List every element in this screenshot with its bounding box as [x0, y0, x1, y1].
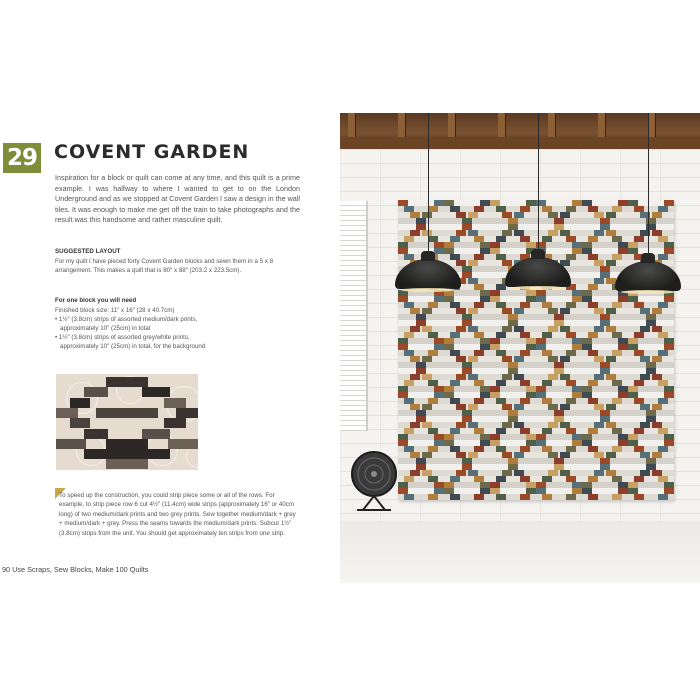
wooden-ceiling [340, 113, 700, 149]
page-footer: 90 Use Scraps, Sew Blocks, Make 100 Quilts [2, 565, 149, 574]
list-item: Finished block size: 11" x 16" (28 x 40.7cm) [55, 307, 175, 314]
floor-fan-icon [343, 450, 405, 512]
block-requirements-list [55, 306, 295, 351]
tip-paragraph: To speed up the construction, you could strip piece some or all of the rows. For example, to strip piece row 6 cut 4½" (11.4cm) wide strips (approximately 16" or 40cm long) of two medium/dark prints and two grey prints. Sew together medium/dark + grey + medium/dark + grey. Press the seams towards the medium/dark prints. Subcut 1½" (3.8cm) strips from the unit. You should get approximately ten strips from one strip. [59, 492, 296, 537]
quilt [398, 200, 674, 500]
lamp-cord [648, 113, 649, 255]
suggested-layout-heading: SUGGESTED LAYOUT [55, 248, 121, 255]
quilt-block-diagram [56, 374, 198, 470]
floor [340, 521, 700, 583]
lamp-cord [538, 113, 539, 251]
lamp-cord [428, 113, 429, 253]
list-item: approximately 10" (25cm) in total [60, 325, 151, 332]
list-item: approximately 10" (25cm) in total, for the background [60, 343, 206, 350]
list-item: • 1½" (3.8cm) strips of assorted medium/dark prints, [55, 316, 198, 323]
quilt-hanging-photo [340, 113, 700, 583]
chapter-number-badge: 29 [3, 143, 41, 173]
left-page [0, 0, 340, 700]
window-shutter [340, 201, 368, 431]
suggested-layout-text: For my quilt I have pieced forty Covent Garden blocks and sewn them in a 5 x 8 arrangement. This makes a quilt that is 80" x 88" (203.2 x 223.5cm). [55, 258, 274, 275]
page-title: COVENT GARDEN [54, 141, 250, 163]
block-requirements-heading: For one block you will need [55, 297, 137, 304]
intro-paragraph: Inspiration for a block or quilt can come at any time, and this quilt is a prime example. I was halfway to where I wanted to get to on the London Underground and as we stopped at Covent Garden I saw a design in the wall tiles. It was enough to make me get off the train to take photographs and the result was this handsome and rather masculine quilt. [55, 173, 300, 225]
list-item: • 1½" (3.8cm) strips of assorted grey/white prints, [55, 334, 190, 341]
